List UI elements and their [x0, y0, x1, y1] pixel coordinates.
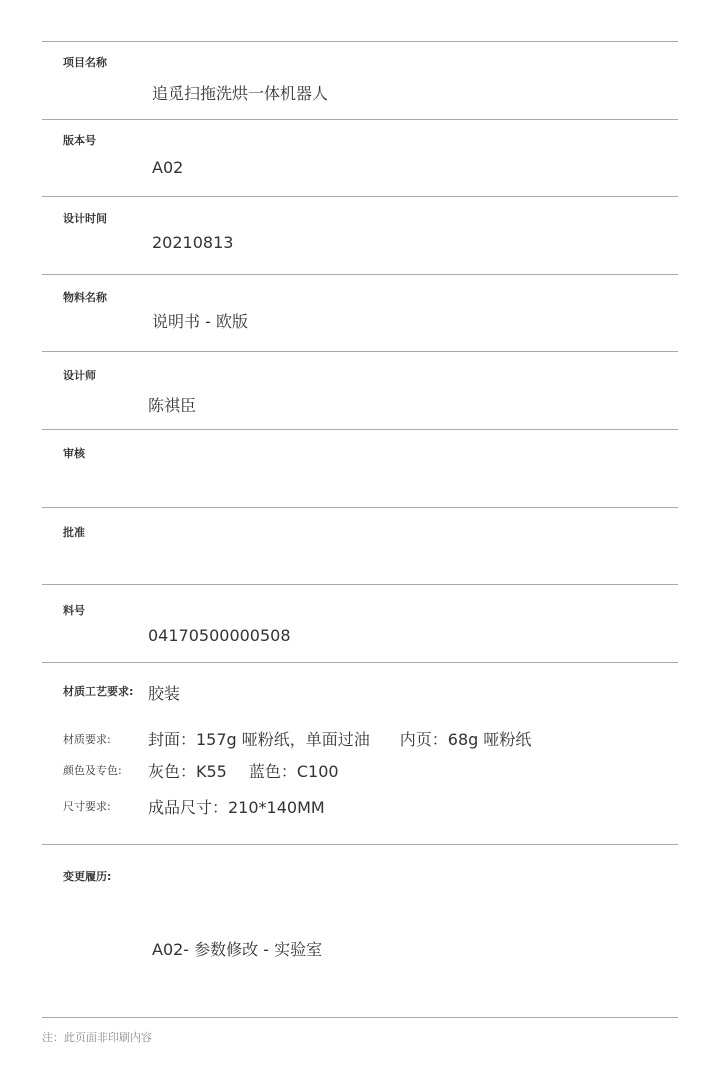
size-req-value: 成品尺寸：210*140MM: [148, 798, 325, 817]
divider: [42, 507, 678, 508]
divider: [42, 119, 678, 120]
review-label: 审核: [63, 447, 85, 460]
divider-bottom: [42, 1017, 678, 1018]
divider-top: [42, 41, 678, 42]
process-value: 胶装: [148, 684, 181, 703]
process-label: 材质工艺要求:: [63, 685, 134, 698]
approve-label: 批准: [63, 526, 85, 539]
footer-note: 注：此页面非印刷内容: [42, 1031, 152, 1044]
inner-spec: 内页：68g 哑粉纸: [399, 730, 532, 749]
version-label: 版本号: [63, 134, 96, 147]
gray-spec: 灰色：K55: [148, 762, 227, 781]
size-req-label: 尺寸要求:: [63, 800, 111, 813]
color-req-label: 颜色及专色:: [63, 764, 122, 777]
divider: [42, 196, 678, 197]
change-history-value: A02- 参数修改 - 实验室: [152, 940, 323, 959]
material-req-value: [148, 727, 531, 750]
design-time-value: 20210813: [152, 233, 234, 252]
design-time-label: 设计时间: [63, 212, 107, 225]
material-req-label: 材质要求:: [63, 733, 111, 746]
divider: [42, 429, 678, 430]
version-value: A02: [152, 158, 184, 177]
divider: [42, 844, 678, 845]
part-number-value: 04170500000508: [148, 626, 291, 645]
divider: [42, 662, 678, 663]
divider: [42, 274, 678, 275]
divider: [42, 584, 678, 585]
cover-spec: 封面：157g 哑粉纸，单面过油: [148, 730, 370, 749]
change-history-label: 变更履历:: [63, 870, 112, 883]
project-name-value: 追觅扫拖洗烘一体机器人: [152, 84, 329, 103]
material-name-value: 说明书 - 欧版: [152, 312, 248, 331]
color-req-value: [148, 759, 339, 782]
divider: [42, 351, 678, 352]
designer-label: 设计师: [63, 369, 96, 382]
part-number-label: 料号: [63, 604, 85, 617]
blue-spec: 蓝色：C100: [248, 762, 339, 781]
material-name-label: 物料名称: [63, 291, 107, 304]
project-name-label: 项目名称: [63, 56, 107, 69]
designer-value: 陈祺臣: [148, 396, 197, 415]
